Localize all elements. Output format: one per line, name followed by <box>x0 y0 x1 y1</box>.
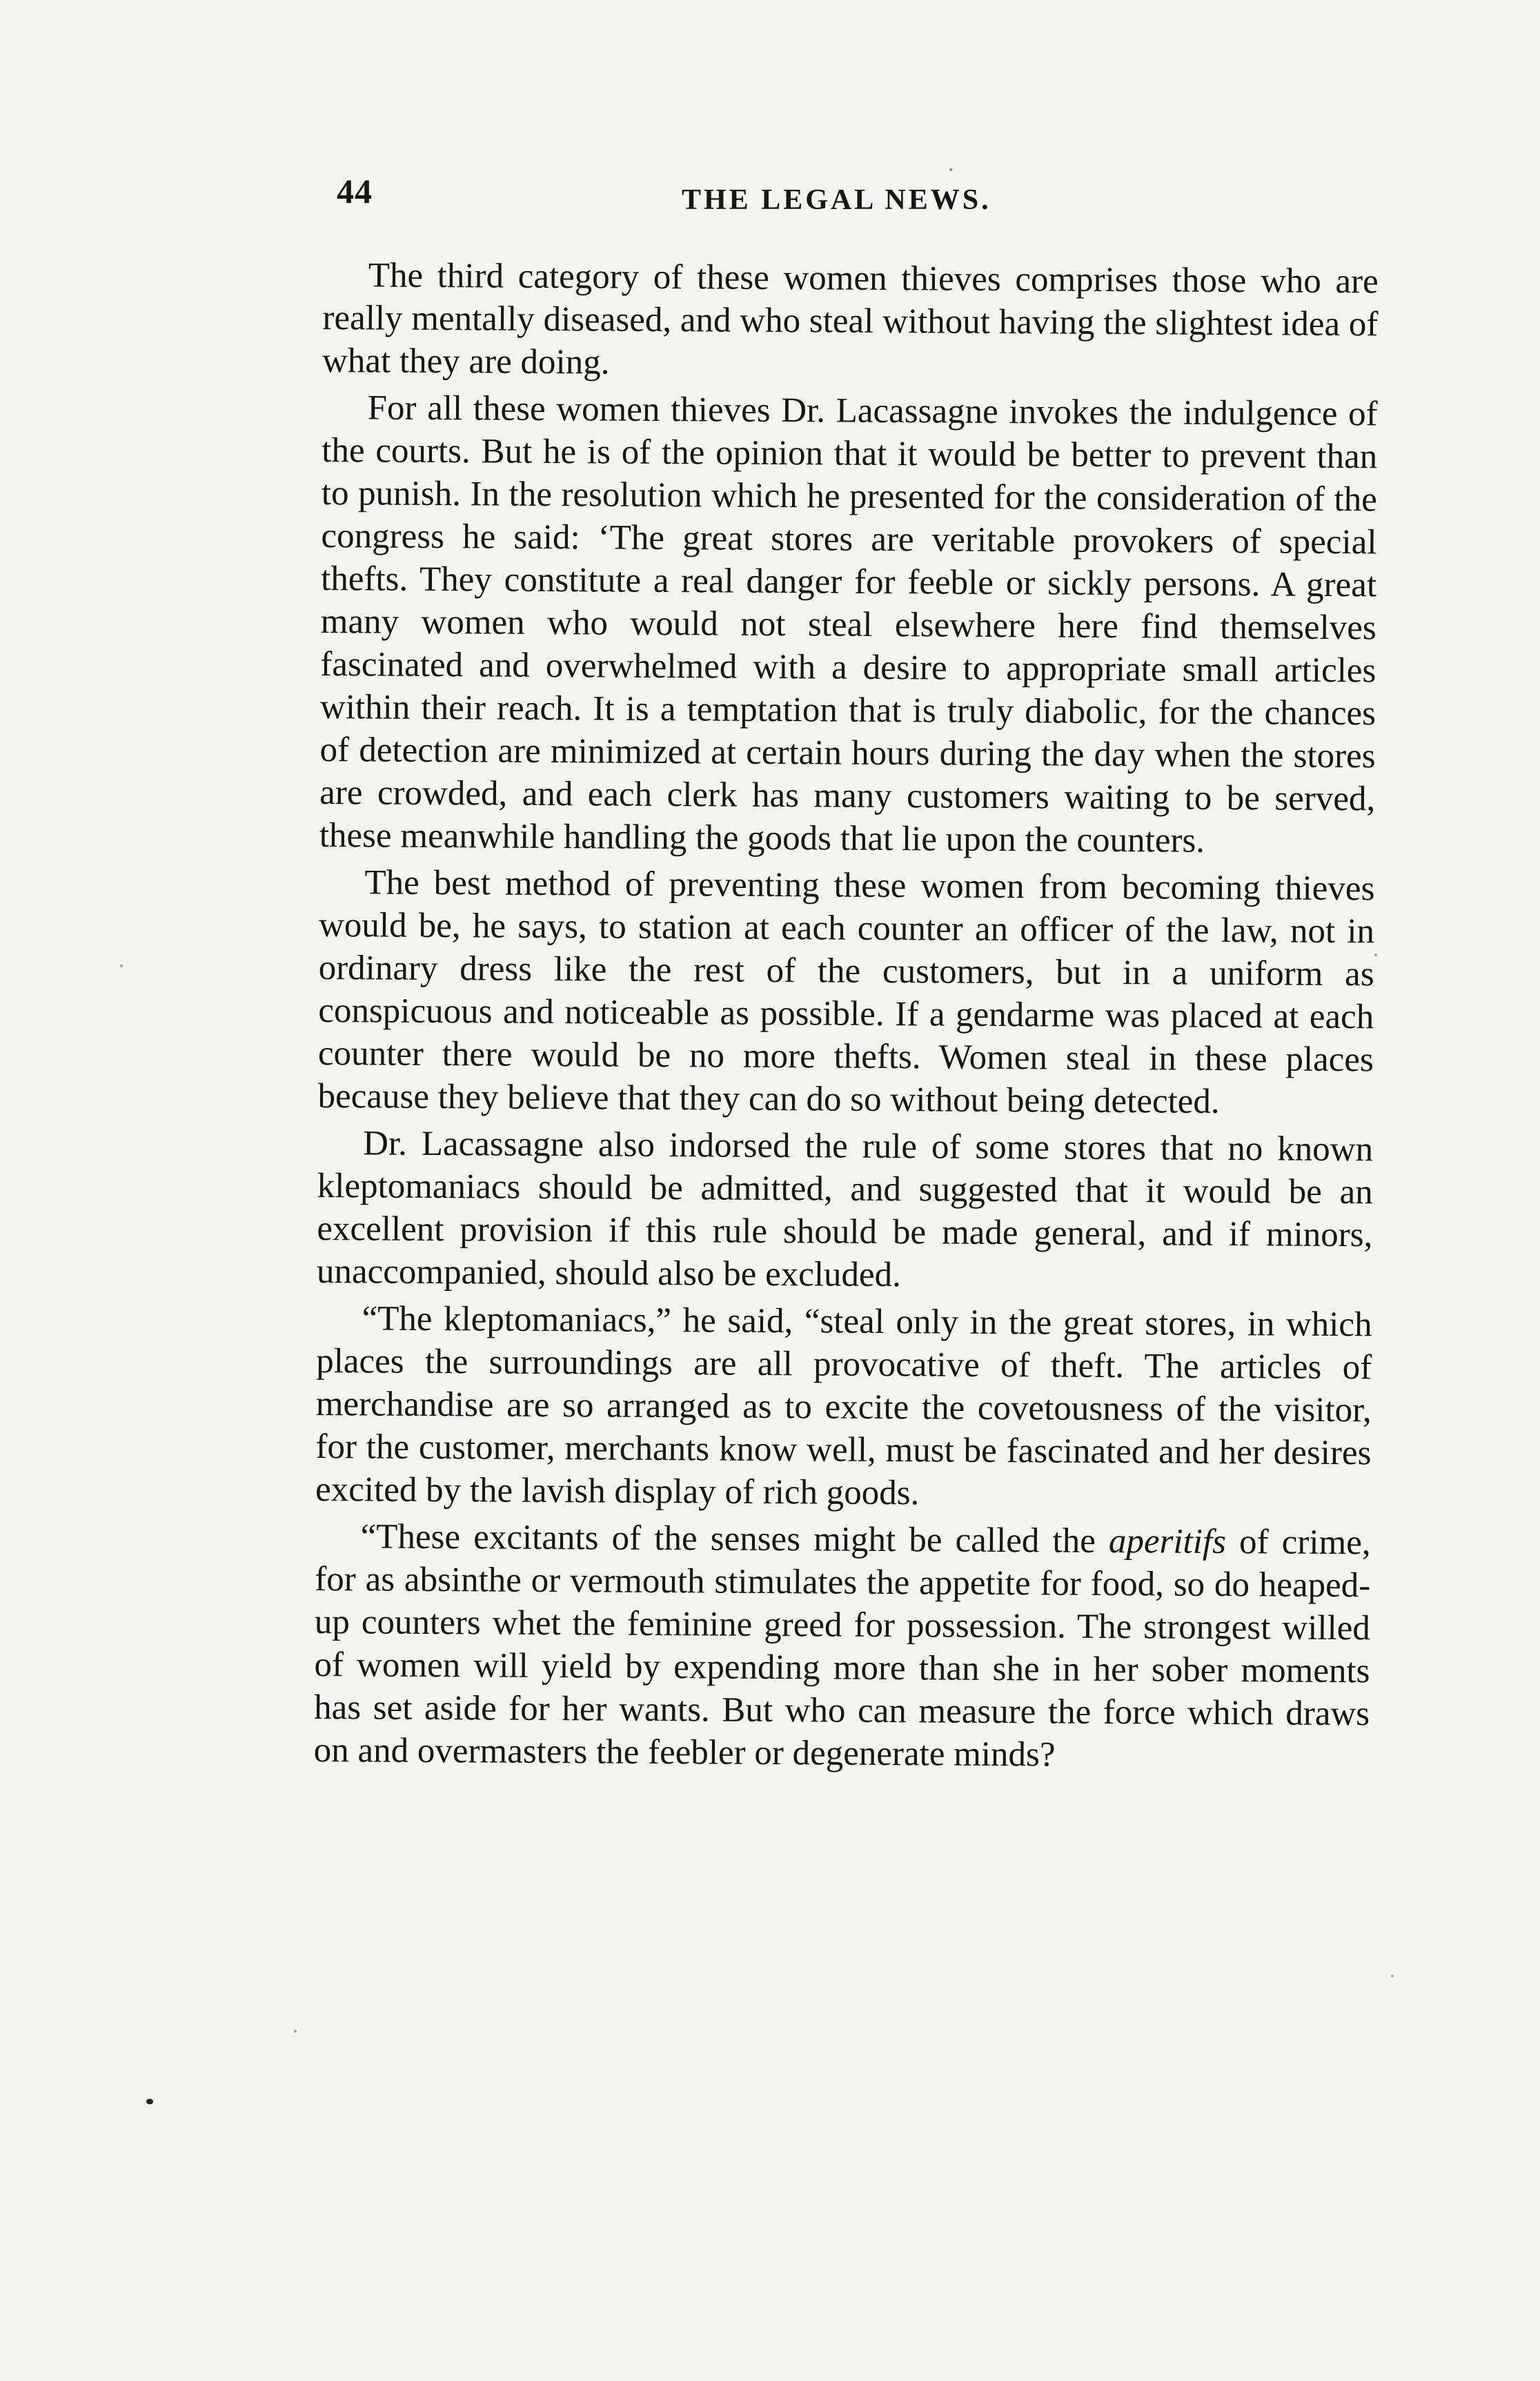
paragraph-kleptomaniacs-quote: “The kleptomaniacs,” he said, “steal only in the great stores, in which places the surroundings are all provocative of theft. The articles of merchandise are so arranged as to excite the covetousness of the visitor, for the customer, merchants know well, must be fascinated and her desires excited by the lavish display of rich goods. <box>315 1299 1372 1513</box>
scan-speck <box>294 2030 297 2033</box>
paragraph-indulgence-of-courts: For all these women thieves Dr. Lacassagne invokes the indulgence of the courts. But he is of the opinion that it would be better to prevent than to punish. In the resolution which he presented for the consideration of the congress he said: ‘The great stores are veritable provokers of special thefts. They constitute a real danger for feeble or sickly persons. A great many women who would not steal elsewhere here find themselves fascinated and overwhelmed with a desire to appropriate small articles within their reach. It is a temptation that is truly diabolic, for the chances of detection are minimized at certain hours during the day when the stores are crowded, and each clerk has many customers waiting to be served, these meanwhile handling the goods that lie upon the counters. <box>319 388 1378 860</box>
paragraph-rule-of-stores: Dr. Lacassagne also indorsed the rule of some stores that no known kleptomaniacs should be admitted, and suggested that it would be an excellent provision if this rule should be made general, and if minors, unaccompanied, should also be excluded. <box>316 1124 1374 1295</box>
scan-speck <box>949 168 952 171</box>
scan-speck <box>1374 954 1377 956</box>
page-number: 44 <box>337 172 373 210</box>
italic-word-aperitifs: aperitifs <box>1108 1521 1227 1562</box>
paragraph-third-category: The third category of these women thieves comprises those who are really mentally diseased, and who steal without having the slightest idea of what they are doing. <box>322 256 1379 382</box>
scan-speck <box>120 965 123 967</box>
scan-speck <box>146 2099 153 2104</box>
paragraph-best-method: The best method of preventing these women from becoming thieves would be, he says, to station at each counter an officer of the law, not in ordinary dress like the rest of the customers, but in a uniform as conspicuous and noticeable as possible. If a gendarme was placed at each counter there would be no more thefts. Women steal in these places because they believe that they can do so without being detected. <box>317 863 1375 1121</box>
page-header <box>337 171 1372 226</box>
paragraph-aperitifs <box>314 1515 1371 1778</box>
paragraph-aperitifs-rest: of crime, for as absinthe or vermouth stimulates the appetite for food, so do heaped-up counters whet the feminine greed for possession. The strongest willed of women will yield by expending more than she in her sober moments has set aside for her wants. But who can measure the force which draws on and overmasters the feebler or degenerate minds? <box>313 1523 1371 1775</box>
running-title: THE LEGAL NEWS. <box>682 184 991 216</box>
article-body <box>314 254 1379 1782</box>
paragraph-aperitifs-lead: “These excitants of the senses might be called the <box>360 1517 1109 1561</box>
scan-speck <box>1391 1975 1394 1977</box>
